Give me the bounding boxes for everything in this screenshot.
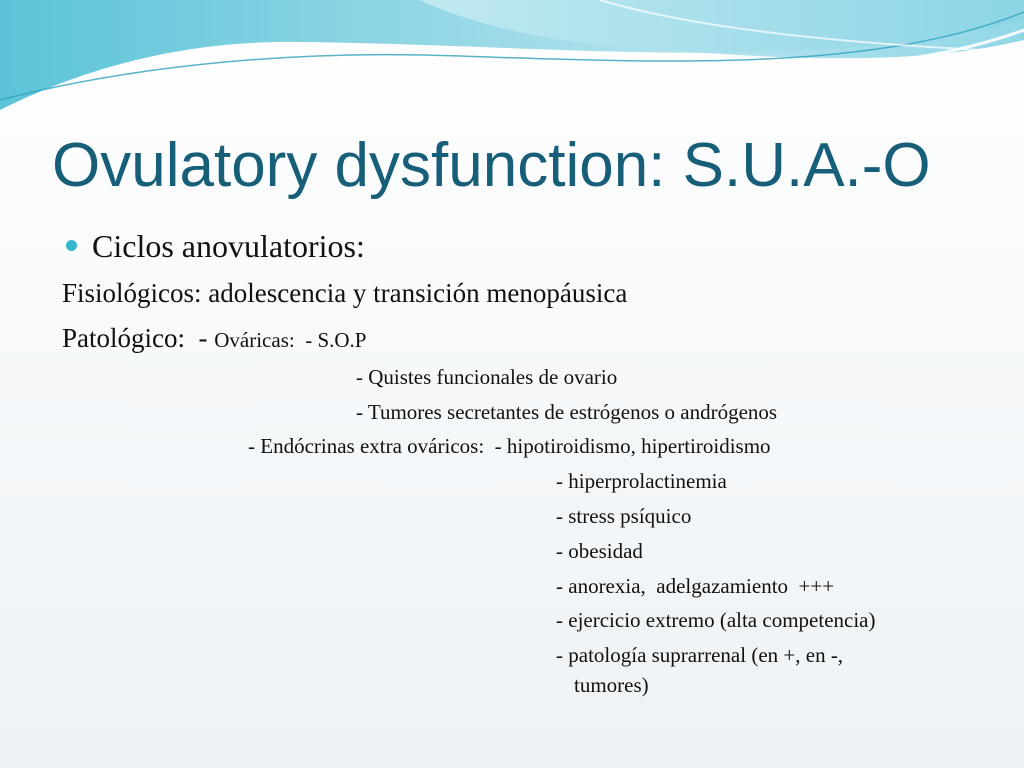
endocrinas-item: - hiperprolactinemia bbox=[556, 469, 727, 493]
endocrinas-item: - ejercicio extremo (alta competencia) bbox=[556, 608, 876, 632]
slide-title: Ovulatory dysfunction: S.U.A.-O bbox=[52, 131, 931, 200]
endocrinas-line: - Endócrinas extra ováricos: - hipotiroidismo, hipertiroidismo bbox=[248, 434, 771, 458]
patologico-line bbox=[62, 320, 366, 358]
header-wave-decoration bbox=[0, 0, 1024, 130]
bullet-ciclos-anovulatorios: Ciclos anovulatorios: bbox=[92, 228, 365, 264]
patologico-label: Patológico: - bbox=[62, 323, 215, 353]
endocrinas-item: - anorexia, adelgazamiento +++ bbox=[556, 574, 835, 598]
ovaricas-line: Ováricas: - S.O.P bbox=[214, 328, 367, 352]
endocrinas-item: - obesidad bbox=[556, 539, 643, 563]
endocrinas-item: - stress psíquico bbox=[556, 504, 692, 528]
ovaricas-item: - Quistes funcionales de ovario bbox=[356, 365, 618, 389]
endocrinas-item-continuation: tumores) bbox=[574, 673, 649, 697]
endocrinas-item: - patología suprarrenal (en +, en -, bbox=[556, 643, 844, 667]
bullet-dot-icon bbox=[66, 240, 77, 251]
fisiologicos-line: Fisiológicos: adolescencia y transición menopáusica bbox=[62, 278, 628, 308]
ovaricas-item: - Tumores secretantes de estrógenos o andrógenos bbox=[356, 400, 778, 424]
